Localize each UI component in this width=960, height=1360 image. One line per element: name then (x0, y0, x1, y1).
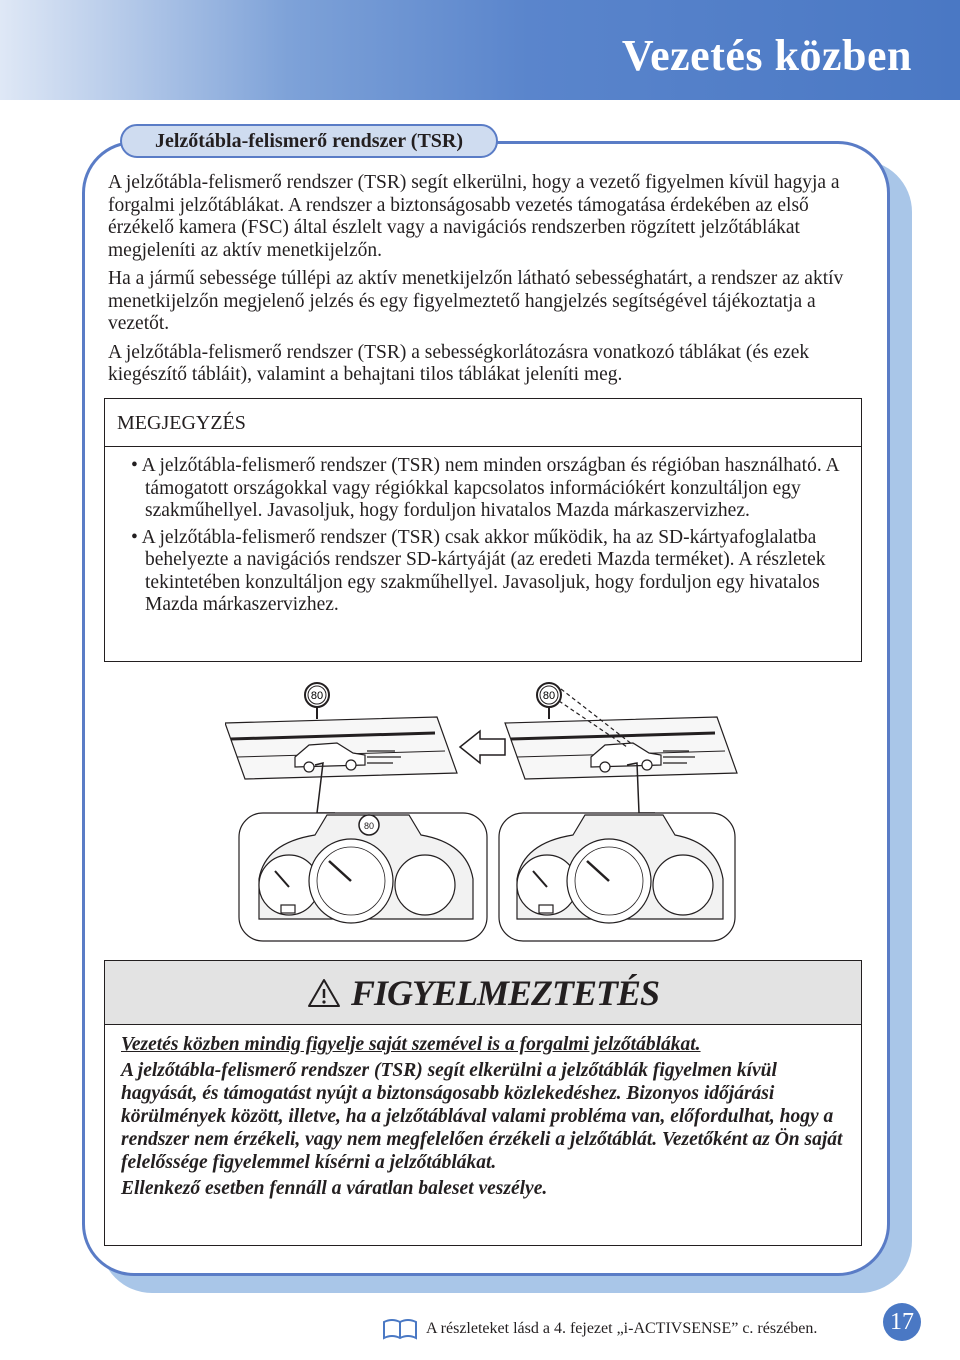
note-item-1: • A jelzőtábla-felismerő rendszer (TSR) nem minden országban és régióban használható. A támogatott országokkal vagy régiókkal kapcsolatos információkért konzultáljon egy szakműhellyel. Javasoljuk, hogy forduljon hivatalos Mazda márkaszervizhez. (131, 455, 839, 521)
speed-sign-icon-display (359, 815, 379, 835)
speed-sign-icon-right (537, 683, 561, 707)
note-heading: MEGJEGYZÉS (105, 399, 861, 447)
warning-body (105, 1025, 861, 1200)
section-tab: Jelzőtábla-felismerő rendszer (TSR) (120, 124, 498, 158)
road-scene-left (225, 705, 457, 779)
page-title: Vezetés közben (621, 31, 912, 80)
note-box (104, 398, 862, 662)
tsr-illustration (225, 675, 745, 945)
warning-box (104, 960, 862, 1246)
warning-triangle-icon (307, 978, 341, 1008)
book-icon (382, 1318, 418, 1340)
warning-paragraph: A jelzőtábla-felismerő rendszer (TSR) segít elkerülni a jelzőtáblák figyelmen kívül hagyását, és támogatást nyújt a biztonságosabb közlekedéshez. Bizonyos időjárási körülmények között, illetve, ha a jelzőtáblával valami probléma van, előfordulhat, hogy a rendszer nem érzékeli, vagy nem megfelelően érzékeli a jelzőtáblát. Vezetőként az Ön saját felelőssége figyelemmel kísérni a jelzőtáblákat. (121, 1060, 843, 1173)
warning-header (105, 961, 861, 1025)
cluster-callout-right (499, 813, 735, 941)
intro-paragraph-3: A jelzőtábla-felismerő rendszer (TSR) a sebességkorlátozásra vonatkozó táblákat (és ezek kiegészítő tábláit), valamint a behajtani tilos táblákat jeleníti meg. (108, 341, 810, 385)
note-body (105, 447, 861, 617)
intro-text (108, 172, 878, 393)
intro-paragraph-1: A jelzőtábla-felismerő rendszer (TSR) segít elkerülni, hogy a vezető figyelmen kívül hagyja a forgalmi jelzőtáblákat. A rendszer a biztonságosabb vezetés támogatása érdekében az első érzékelő kamera (FSC) által észlelt vagy a navigációs rendszerben rögzített jelzőtáblákat megjeleníti az aktív menetkijelzőn. (108, 172, 840, 261)
warning-title: FIGYELMEZTETÉS (350, 972, 660, 1013)
intro-paragraph-2: Ha a jármű sebessége túllépi az aktív menetkijelzőn látható sebességhatárt, a rendszer az aktív menetkijelzőn megjelenő jelzés és egy figyelmeztető hangjelzés segítségével tájékoztatja a vezetőt. (108, 268, 844, 334)
cluster-callout-left (239, 813, 487, 941)
footer-reference (382, 1316, 817, 1342)
page-number: 17 (883, 1303, 921, 1341)
warning-final: Ellenkező esetben fennáll a váratlan baleset veszélye. (121, 1178, 548, 1199)
arrow-icon (460, 731, 505, 763)
note-item-2: • A jelzőtábla-felismerő rendszer (TSR) csak akkor működik, ha az SD-kártyafoglalatba behelyezte a navigációs rendszer SD-kártyáját (az eredeti Mazda terméket). A részletek tekintetében konzultáljon egy szakműhellyel. Javasoljuk, hogy forduljon egy hivatalos Mazda márkaszervizhez. (131, 526, 826, 615)
warning-underlined-text: Vezetés közben mindig figyelje saját szemével is a forgalmi jelzőtáblákat. (121, 1034, 701, 1055)
sign-label: 80 (310, 690, 324, 702)
sign-label: 80 (542, 690, 556, 702)
footer-reference-text: A részleteket lásd a 4. fejezet „i-ACTIVSENSE” c. részében. (426, 1320, 818, 1337)
sign-label: 80 (363, 821, 375, 831)
speed-sign-icon-left (305, 683, 329, 707)
